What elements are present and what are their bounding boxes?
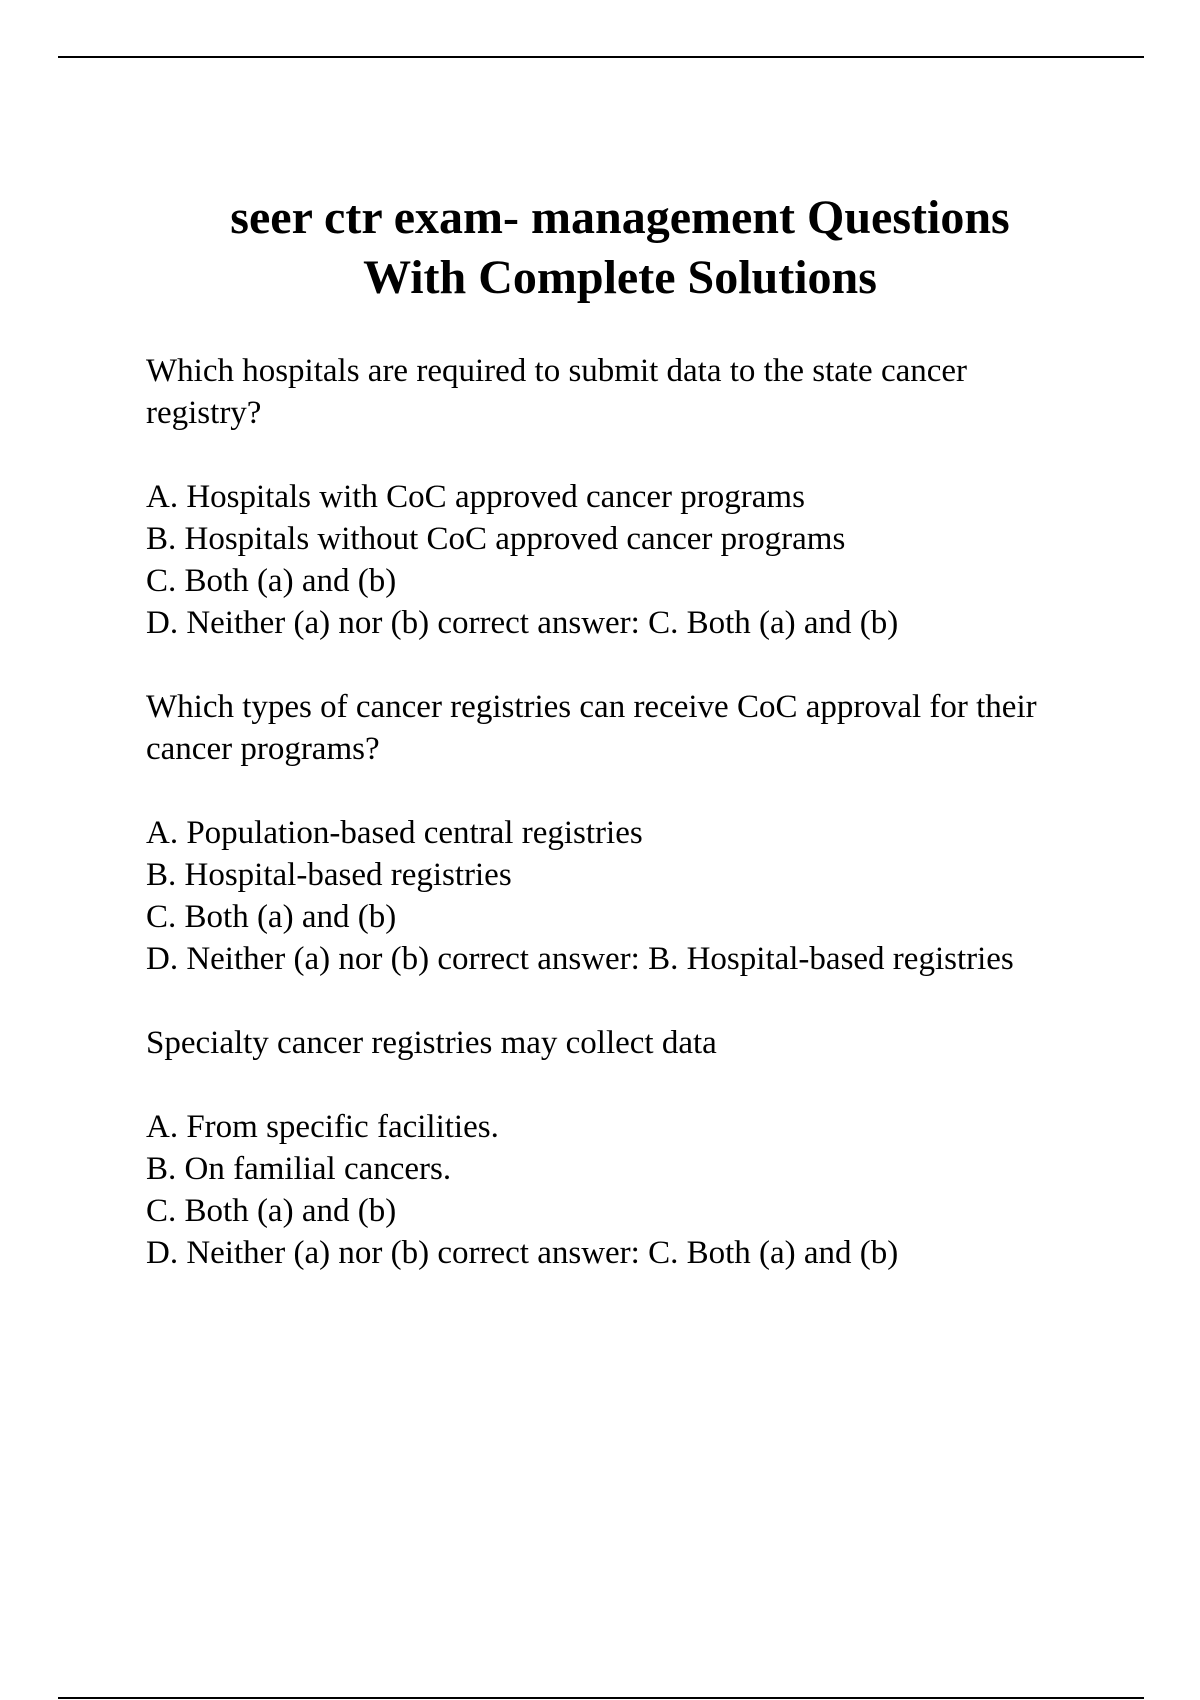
option-a: A. Hospitals with CoC approved cancer programs bbox=[146, 479, 805, 515]
option-a: A. Population-based central registries bbox=[146, 815, 643, 851]
option-b: B. On familial cancers. bbox=[146, 1151, 452, 1187]
option-d-with-answer: D. Neither (a) nor (b) correct answer: C. Both (a) and (b) bbox=[146, 605, 899, 641]
document-title bbox=[100, 188, 1140, 308]
question-text: Which types of cancer registries can receive CoC approval for their cancer programs? bbox=[146, 689, 1037, 767]
question-text: Which hospitals are required to submit data to the state cancer registry? bbox=[146, 353, 968, 431]
title-line-1: seer ctr exam- management Questions bbox=[230, 191, 1010, 244]
option-a: A. From specific facilities. bbox=[146, 1109, 499, 1145]
question-block-3 bbox=[146, 1022, 1076, 1274]
option-c: C. Both (a) and (b) bbox=[146, 899, 397, 935]
option-list bbox=[146, 812, 1076, 980]
question-block-2 bbox=[146, 686, 1076, 980]
option-b: B. Hospital-based registries bbox=[146, 857, 512, 893]
option-c: C. Both (a) and (b) bbox=[146, 563, 397, 599]
question-block-1 bbox=[146, 350, 1076, 644]
option-list bbox=[146, 476, 1076, 644]
option-c: C. Both (a) and (b) bbox=[146, 1193, 397, 1229]
option-b: B. Hospitals without CoC approved cancer programs bbox=[146, 521, 846, 557]
top-divider bbox=[58, 56, 1144, 58]
bottom-divider bbox=[58, 1697, 1144, 1699]
document-body bbox=[146, 350, 1076, 1316]
title-line-2: With Complete Solutions bbox=[363, 251, 877, 304]
option-d-with-answer: D. Neither (a) nor (b) correct answer: C. Both (a) and (b) bbox=[146, 1235, 899, 1271]
option-list bbox=[146, 1106, 1076, 1274]
option-d-with-answer: D. Neither (a) nor (b) correct answer: B. Hospital-based registries bbox=[146, 941, 1014, 977]
question-text: Specialty cancer registries may collect data bbox=[146, 1025, 717, 1061]
